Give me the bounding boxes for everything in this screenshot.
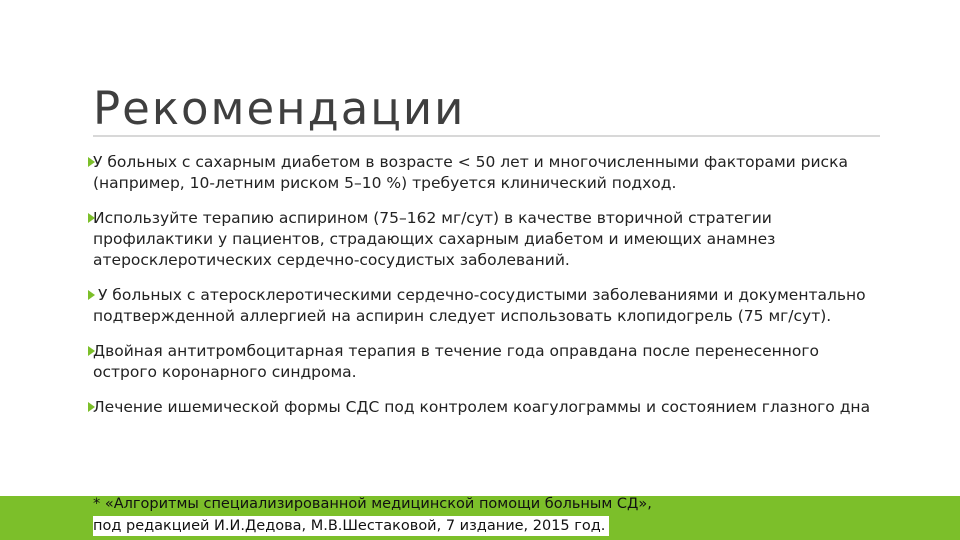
footnote — [0, 494, 960, 540]
bullet-text: У больных с сахарным диабетом в возрасте < 50 лет и многочисленными факторами риска (например, 10-летним риском 5–10 %) требуется клинический подход. — [93, 153, 848, 192]
green-arrow-bullet-icon — [88, 402, 95, 412]
list-item — [88, 208, 883, 271]
green-arrow-bullet-icon — [88, 157, 95, 167]
footnote-line-2: под редакцией И.И.Дедова, М.В.Шестаковой, 7 издание, 2015 год. — [93, 516, 609, 536]
bullet-text: Используйте терапию аспирином (75–162 мг/сут) в качестве вторичной стратегии профилактики у пациентов, страдающих сахарным диабетом и имеющих анамнез атеросклеротических сердечно-сосудистых заболеваний. — [93, 209, 776, 269]
list-item — [88, 285, 883, 327]
list-item — [88, 341, 883, 383]
bullet-text: У больных с атеросклеротическими сердечно-сосудистыми заболеваниями и документально подтвержденной аллергией на аспирин следует использовать клопидогрель (75 мг/сут). — [93, 286, 871, 325]
green-arrow-bullet-icon — [88, 290, 95, 300]
slide-title: Рекомендации — [93, 82, 466, 135]
list-item — [88, 397, 883, 418]
footnote-line-1: * «Алгоритмы специализированной медицинской помощи больным СД», — [93, 496, 652, 512]
bullet-list — [88, 152, 883, 432]
list-item — [88, 152, 883, 194]
bullet-text: Лечение ишемической формы СДС под контролем коагулограммы и состоянием глазного дна — [93, 398, 871, 416]
bullet-text: Двойная антитромбоцитарная терапия в течение года оправдана после перенесенного острого коронарного синдрома. — [93, 342, 820, 381]
title-divider — [93, 135, 880, 137]
green-arrow-bullet-icon — [88, 346, 95, 356]
green-arrow-bullet-icon — [88, 213, 95, 223]
